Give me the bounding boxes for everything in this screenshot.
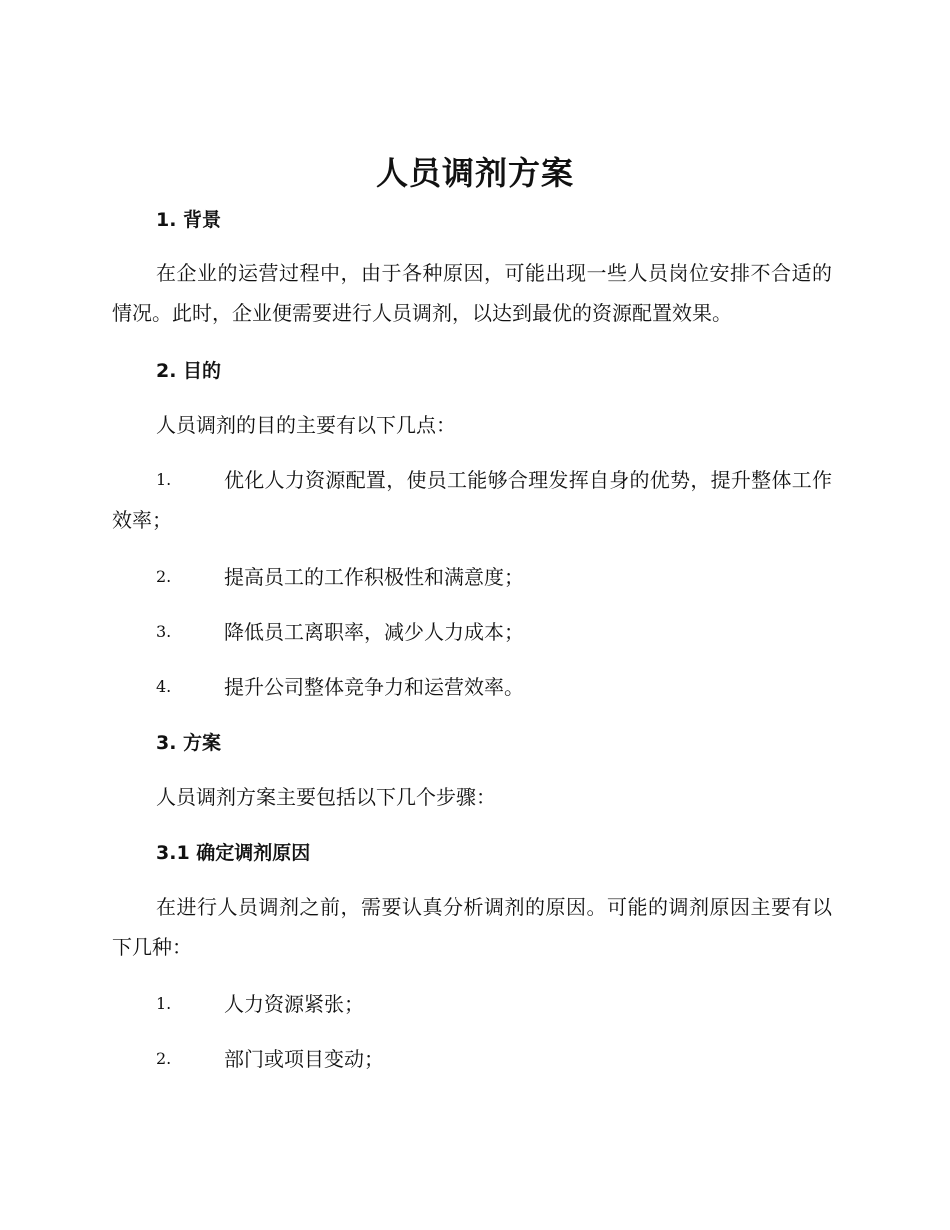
list-text: 提升公司整体竞争力和运营效率。 [224, 675, 524, 699]
list-text: 优化人力资源配置，使员工能够合理发挥自身的优势，提升整体工作效率； [112, 468, 832, 532]
list-number: 1. [156, 470, 172, 489]
list-item [112, 667, 832, 707]
list-item [112, 984, 832, 1024]
plan-intro: 人员调剂方案主要包括以下几个步骤： [156, 785, 496, 809]
section-heading-purpose: 2. 目的 [156, 360, 222, 382]
purpose-intro: 人员调剂的目的主要有以下几点： [156, 413, 456, 437]
list-item [112, 557, 832, 597]
list-text: 人力资源紧张； [224, 992, 364, 1016]
list-text: 部门或项目变动； [224, 1047, 384, 1071]
background-paragraph: 在企业的运营过程中，由于各种原因，可能出现一些人员岗位安排不合适的情况。此时，企业便需要进行人员调剂，以达到最优的资源配置效果。 [112, 261, 832, 325]
subsection-heading-reason: 3.1 确定调剂原因 [156, 842, 311, 864]
reason-paragraph: 在进行人员调剂之前，需要认真分析调剂的原因。可能的调剂原因主要有以下几种： [112, 895, 832, 959]
document-title: 人员调剂方案 [375, 154, 574, 192]
list-number: 2. [156, 1049, 172, 1068]
section-heading-plan: 3. 方案 [156, 732, 222, 754]
list-item [112, 460, 832, 540]
list-number: 1. [156, 994, 172, 1013]
section-heading-background: 1. 背景 [156, 209, 222, 231]
list-number: 4. [156, 677, 172, 696]
list-text: 降低员工离职率，减少人力成本； [224, 620, 524, 644]
list-number: 3. [156, 622, 172, 641]
list-item [112, 1039, 832, 1079]
list-number: 2. [156, 567, 172, 586]
list-text: 提高员工的工作积极性和满意度； [224, 565, 524, 589]
list-item [112, 612, 832, 652]
